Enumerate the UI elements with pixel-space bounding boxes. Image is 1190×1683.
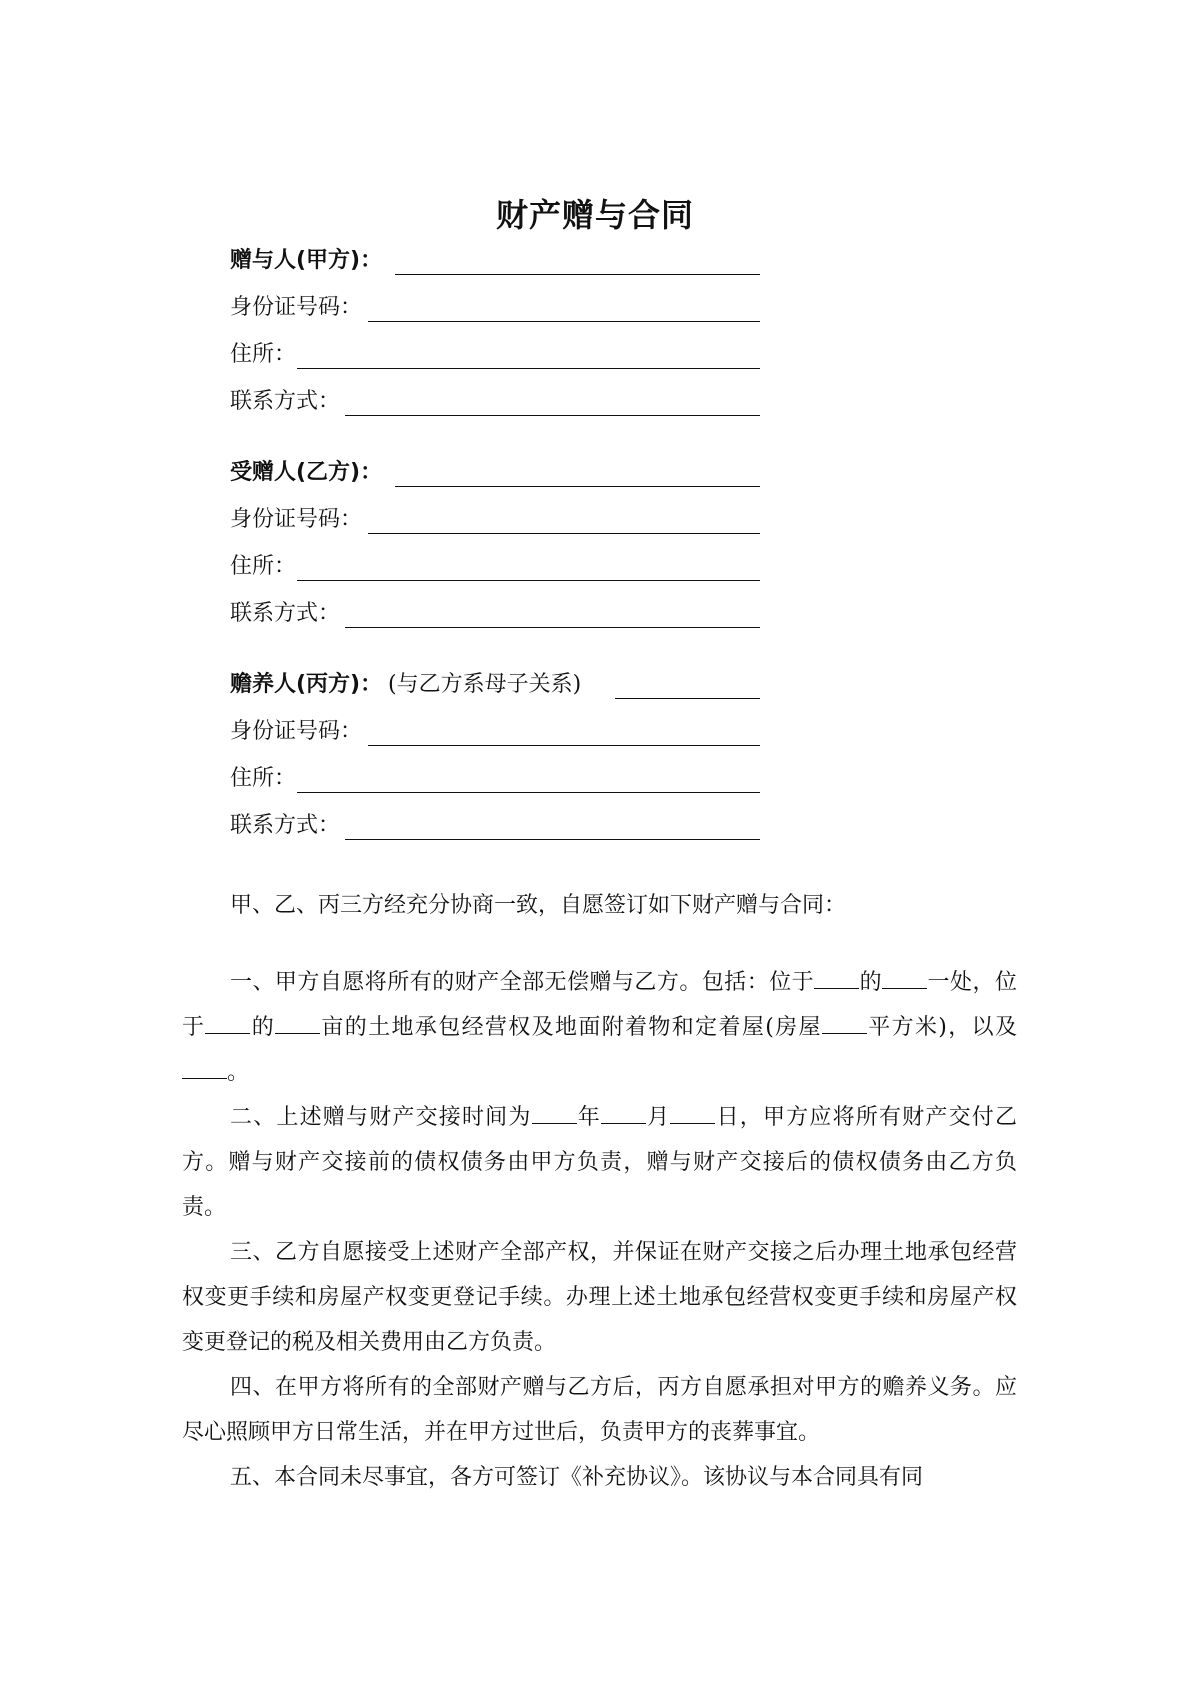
- party-b-heading: 受赠人(乙方)：: [230, 460, 383, 485]
- clause-1-text-1: 一、甲方自愿将所有的财产全部无偿赠与乙方。包括：位于: [230, 970, 815, 995]
- party-c-address-label: 住所：: [230, 766, 297, 791]
- clause-2-day-blank[interactable]: [670, 1101, 715, 1124]
- party-a-contact-field[interactable]: [230, 387, 760, 421]
- clause-1-text-2: 的: [859, 970, 883, 995]
- party-a-address-field[interactable]: [230, 340, 760, 374]
- clause-1-text-4: 的: [250, 1015, 276, 1040]
- clause-1-other-blank[interactable]: [182, 1056, 227, 1079]
- clause-1-land-location-blank[interactable]: [205, 1011, 250, 1034]
- clause-2: [182, 1095, 1017, 1230]
- party-c-id-label: 身份证号码：: [230, 719, 363, 744]
- party-c-id-field[interactable]: [230, 717, 760, 751]
- party-a-name-field[interactable]: [230, 246, 760, 280]
- party-b-name-line[interactable]: [395, 486, 760, 487]
- party-b-address-label: 住所：: [230, 554, 297, 579]
- clause-3: 三、乙方自愿接受上述财产全部产权，并保证在财产交接之后办理土地承包经营权变更手续和房屋产权变更登记手续。办理上述土地承包经营权变更手续和房屋产权变更登记的税及相关费用由乙方负责。: [182, 1240, 1017, 1355]
- party-a-heading: 赠与人(甲方)：: [230, 248, 383, 273]
- clause-5: 五、本合同未尽事宜，各方可签订《补充协议》。该协议与本合同具有同: [230, 1465, 924, 1490]
- party-b-contact-line[interactable]: [345, 627, 760, 628]
- party-a-id-line[interactable]: [368, 321, 760, 322]
- clause-1-text-6: 平方米)，以及: [866, 1015, 1017, 1040]
- party-b-contact-label: 联系方式：: [230, 601, 341, 626]
- party-c-contact-line[interactable]: [345, 839, 760, 840]
- party-b-id-label: 身份证号码：: [230, 507, 363, 532]
- party-b-id-field[interactable]: [230, 505, 760, 539]
- intro-paragraph: 甲、乙、丙三方经充分协商一致，自愿签订如下财产赠与合同：: [230, 893, 847, 918]
- clause-1-area-blank[interactable]: [275, 1011, 320, 1034]
- party-c-name-field[interactable]: [230, 670, 760, 704]
- party-c-id-line[interactable]: [368, 745, 760, 746]
- clause-2-month-blank[interactable]: [601, 1101, 646, 1124]
- party-a-address-label: 住所：: [230, 342, 297, 367]
- party-c-address-field[interactable]: [230, 764, 760, 798]
- clause-2-text-2: 年: [576, 1105, 601, 1130]
- party-a-id-field[interactable]: [230, 293, 760, 327]
- party-c-name-line[interactable]: [615, 698, 760, 699]
- party-a-id-label: 身份证号码：: [230, 295, 363, 320]
- party-c-address-line[interactable]: [297, 792, 760, 793]
- party-b-id-line[interactable]: [368, 533, 760, 534]
- clause-1-text-5: 亩的土地承包经营权及地面附着物和定着屋(房屋: [320, 1015, 822, 1040]
- party-a-contact-label: 联系方式：: [230, 389, 341, 414]
- clause-2-text-3: 月: [645, 1105, 671, 1130]
- clause-1-text-3: 一处，位于: [182, 970, 1017, 1040]
- clause-1: [182, 960, 1017, 1095]
- clause-1-item-blank[interactable]: [882, 966, 927, 989]
- document-title: 财产赠与合同: [495, 196, 694, 234]
- party-a-name-line[interactable]: [395, 274, 760, 275]
- party-c-contact-label: 联系方式：: [230, 813, 341, 838]
- party-c-heading: 赡养人(丙方)：: [230, 672, 383, 697]
- party-c-contact-field[interactable]: [230, 811, 760, 845]
- clause-1-location-blank[interactable]: [814, 966, 859, 989]
- party-c-relation-note: (与乙方系母子关系): [388, 672, 582, 697]
- party-b-address-line[interactable]: [297, 580, 760, 581]
- clause-4: 四、在甲方将所有的全部财产赠与乙方后，丙方自愿承担对甲方的赡养义务。应尽心照顾甲方日常生活，并在甲方过世后，负责甲方的丧葬事宜。: [182, 1375, 1017, 1445]
- party-a-address-line[interactable]: [297, 368, 760, 369]
- party-b-contact-field[interactable]: [230, 599, 760, 633]
- clause-2-text-4: 日，甲方应将所有财产交付乙方。赠与财产交接前的债权债务由甲方负责，赠与财产交接后的债权债务由乙方负责。: [182, 1105, 1017, 1220]
- party-b-name-field[interactable]: [230, 458, 760, 492]
- clause-1-text-7: 。: [227, 1060, 250, 1085]
- clause-2-year-blank[interactable]: [532, 1101, 577, 1124]
- clause-1-house-area-blank[interactable]: [822, 1011, 867, 1034]
- party-b-address-field[interactable]: [230, 552, 760, 586]
- clause-2-text-1: 二、上述赠与财产交接时间为: [230, 1105, 532, 1130]
- party-a-contact-line[interactable]: [345, 415, 760, 416]
